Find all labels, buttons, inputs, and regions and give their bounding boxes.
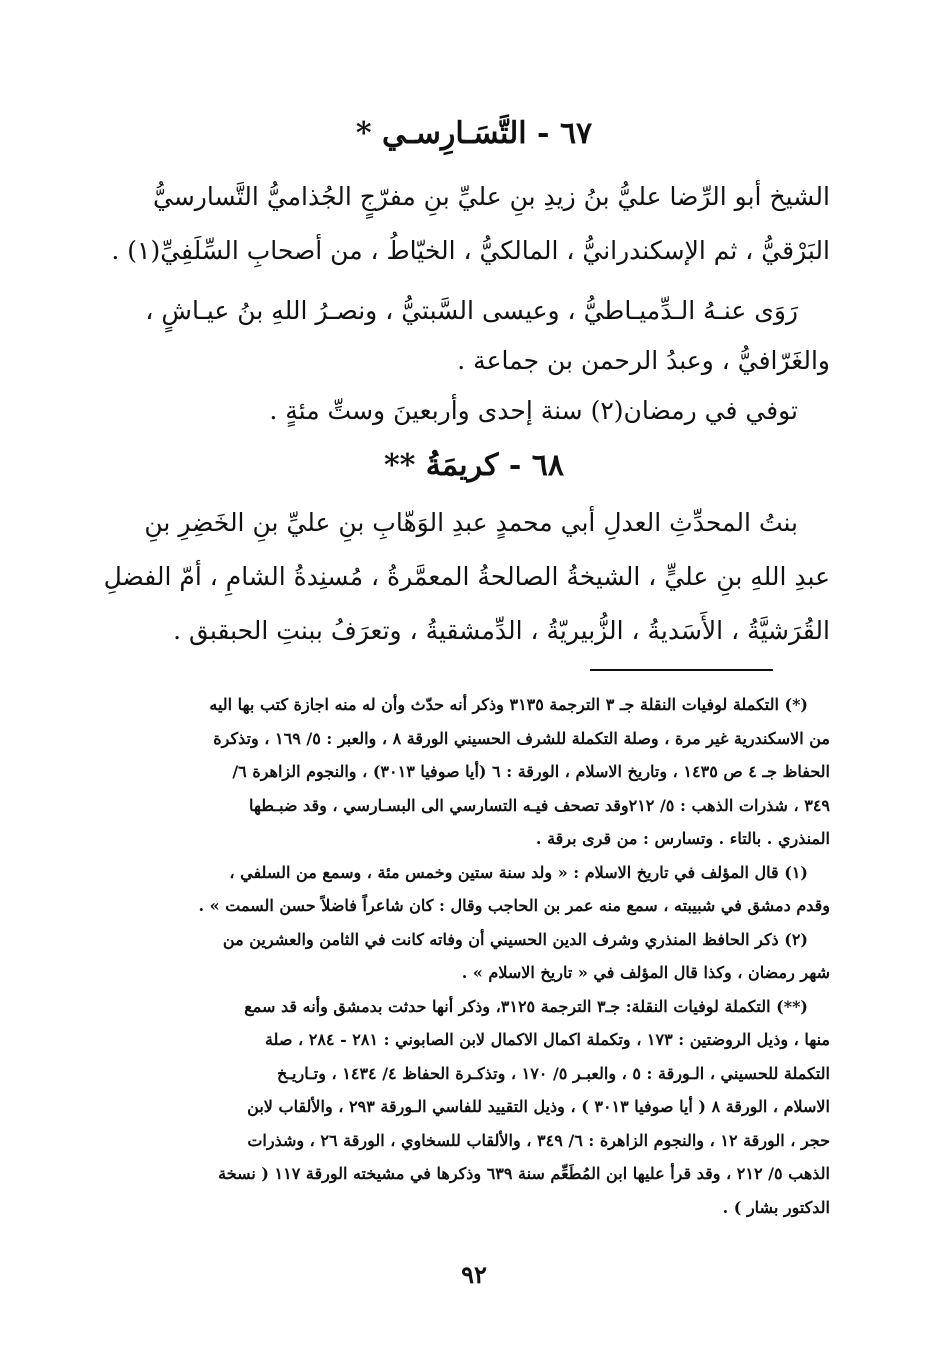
footnote-line: ٣٤٩ ، شذرات الذهب : ٥/ ٢١٢وقد تصحف فيـه التسارسي الى البسـارسي ، وقد ضبـطها [249,795,830,815]
entry-67-paragraph-1 [100,170,830,278]
footnote-line: منها ، وذيل الروضتين : ١٧٣ ، وتكملة اكمال الاكمال لابن الصابوني : ٢٨١ - ٢٨٤ ، صلة [264,1030,830,1049]
footnote-line: حجر ، الورقة ١٢ ، والنجوم الزاهرة : ٦/ ٣٤٩ ، والألقاب للسخاوي ، الورقة ٢٦ ، وشذرات [247,1130,830,1150]
entry-67-paragraph-2 [100,286,830,436]
footnote-line: الحفاظ جـ ٤ ص ١٤٣٥ ، وتاريخ الاسلام ، الورقة : ٦ (أيا صوفيا ٣٠١٣) ، والنجوم الزاهرة ٦/ [232,762,830,781]
body-line: والغَرّافيُّ ، وعبدُ الرحمن بن جماعة . [457,346,830,375]
body-line: القُرَشيَّةُ ، الأَسَديةُ ، الزُّبيريّةُ ، الدِّمشقيةُ ، وتعرَفُ ببنتِ الحبقبق . [173,616,830,645]
body-line: عبدِ اللهِ بنِ عليٍّ ، الشيخةُ الصالحةُ المعمَّرةُ ، مُسنِدةُ الشامِ ، أمّ الفضلِ [103,562,830,591]
body-line: توفي في رمضان(٢) سنة إحدى وأربعينَ وستِّ مئةٍ . [269,396,798,425]
entry-67-heading: ٦٧ - التَّسَـارِسـي * [355,116,593,151]
body-line: البَرْقيُّ ، ثم الإسكندرانيُّ ، المالكيُّ ، الخيّاطُ ، من أصحابِ السِّلَفِيِّ(١) . [111,236,830,265]
body-line: بنتُ المحدِّثِ العدلِ أبي محمدٍ عبدِ الوَهّابِ بنِ عليِّ بنِ الخَضِرِ بنِ [144,508,798,537]
footnote-line: الدكتور بشار ) . [722,1197,830,1217]
footnote-line: (**) التكملة لوفيات النقلة: جـ٣ الترجمة ٣١٢٥، وذكر أنها حدثت بدمشق وأنه قد سمع [244,996,808,1016]
footnote-line: (١) قال المؤلف في تاريخ الاسلام : « ولد سنة ستين وخمس مئة ، وسمع من السلفي ، [229,862,808,882]
footnote-line: المنذري . بالتاء . وتسارس : من قرى برقة . [535,829,830,848]
entry-68-heading: ٦٨ - كريمَةُ ** [383,448,564,483]
footnote-line: الاسلام ، الورقة ٨ ( أيا صوفيا ٣٠١٣ ) ، وذيل التقييد للفاسي الـورقة ٢٩٣ ، والألقاب لابن [247,1097,830,1116]
footnote-line: شهر رمضان ، وكذا قال المؤلف في « تاريخ الاسلام » . [461,963,830,982]
footnote-line: (*) التكملة لوفيات النقلة جـ ٣ الترجمة ٣١٣٥ وذكر أنه حدّث وأن له منه اجازة كتب بها اليه [209,695,808,714]
footnote-line: الذهب ٥/ ٢١٢ ، وقد قرأ عليها ابن المُطَعِّم سنة ٦٣٩ وذكرها في مشيخته الورقة ١١٧ ( نسخة [218,1164,830,1183]
footnote-line: وقدم دمشق في شبيبته ، سمع منه عمر بن الحاجب وقال : كان شاعراً فاضلاً حسن السمت » . [198,896,830,915]
footnote-separator [590,669,773,671]
page-number: ٩٢ [461,1260,487,1289]
footnotes [100,688,830,1224]
footnote-line: من الاسكندرية غير مرة ، وصلة التكملة للشرف الحسيني الورقة ٨ ، والعبر : ٥/ ١٦٩ ، وتذكرة [213,728,830,748]
body-line: الشيخ أبو الرِّضا عليُّ بنُ زيدِ بنِ عليِّ بنِ مفرّجٍ الجُذاميُّ التَّسارسيُّ [152,182,830,211]
entry-68-paragraph [100,496,830,658]
footnote-line: التكملة للحسيني ، الـورقة : ٥ ، والعبـر ٥/ ١٧٠ ، وتذكـرة الحفاظ ٤/ ١٤٣٤ ، وتـاريـخ [277,1063,830,1083]
body-line: رَوَى عنـهُ الـدِّميـاطيُّ ، وعيسى السَّبتيُّ ، ونصـرُ اللهِ بنُ عيـاشٍ ، [145,296,798,325]
footnote-line: (٢) ذكر الحافظ المنذري وشرف الدين الحسيني أن وفاته كانت في الثامن والعشرين من [222,929,808,949]
